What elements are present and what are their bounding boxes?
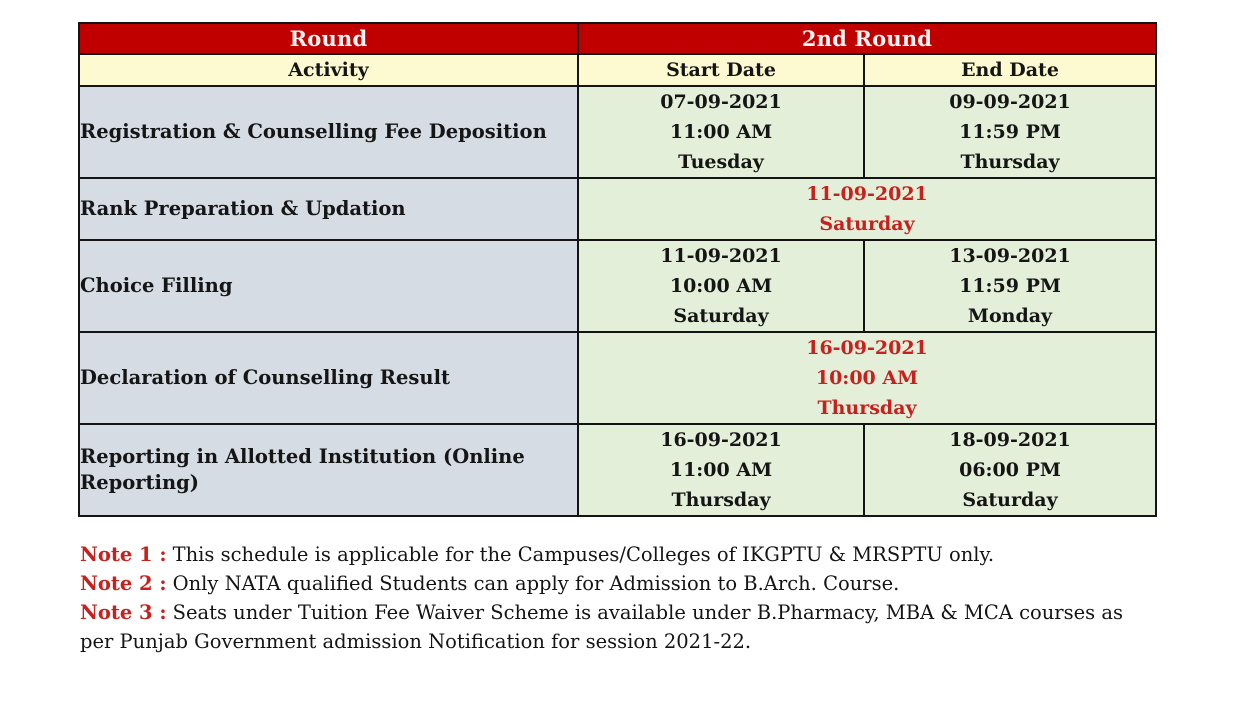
activity-cell: Registration & Counselling Fee Deposition: [79, 86, 578, 178]
time-line: 11:00 AM: [669, 121, 773, 143]
note-3-label: Note 3 :: [80, 601, 167, 624]
activity-cell: Reporting in Allotted Institution (Online Reporting): [79, 424, 578, 516]
day-line: Monday: [967, 305, 1053, 327]
time-line: 11:00 AM: [669, 459, 773, 481]
column-header-start-date: Start Date: [578, 54, 864, 86]
time-line: 10:00 AM: [669, 275, 773, 297]
day-line: Thursday: [960, 151, 1060, 173]
day-line: Tuesday: [678, 151, 764, 173]
date-line: 09-09-2021: [949, 91, 1071, 113]
merged-date-cell: [578, 332, 1156, 424]
start-date-cell: [578, 86, 864, 178]
date-line: 16-09-2021: [806, 337, 928, 359]
merged-date-cell: [578, 178, 1156, 240]
date-line: 11-09-2021: [806, 183, 928, 205]
activity-cell: Choice Filling: [79, 240, 578, 332]
date-line: 07-09-2021: [660, 91, 782, 113]
day-line: Saturday: [673, 305, 769, 327]
start-date-cell: [578, 424, 864, 516]
activity-cell: Rank Preparation & Updation: [79, 178, 578, 240]
time-line: 11:59 PM: [959, 275, 1061, 297]
column-header-end-date: End Date: [864, 54, 1156, 86]
table-row-registration: [79, 86, 1156, 178]
table-row-rank-preparation: [79, 178, 1156, 240]
note-2-label: Note 2 :: [80, 572, 167, 595]
start-date-cell: [578, 240, 864, 332]
day-line: Saturday: [962, 489, 1058, 511]
table-row-column-headers: [79, 54, 1156, 86]
note-3-text: Seats under Tuition Fee Waiver Scheme is available under B.Pharmacy, MBA & MCA courses as per Punjab Government admission Notification for session 2021-22.: [80, 601, 1123, 653]
day-line: Saturday: [819, 213, 915, 235]
notes-section: [80, 540, 1142, 656]
note-2: [80, 569, 1142, 598]
day-line: Thursday: [817, 397, 917, 419]
end-date-cell: [864, 424, 1156, 516]
note-1-text: This schedule is applicable for the Campuses/Colleges of IKGPTU & MRSPTU only.: [172, 543, 995, 566]
counselling-schedule-table: [78, 22, 1157, 517]
note-2-text: Only NATA qualified Students can apply for Admission to B.Arch. Course.: [172, 572, 900, 595]
note-1: [80, 540, 1142, 569]
end-date-cell: [864, 86, 1156, 178]
activity-cell: Declaration of Counselling Result: [79, 332, 578, 424]
time-line: 10:00 AM: [815, 367, 919, 389]
date-line: 13-09-2021: [949, 245, 1071, 267]
date-line: 11-09-2021: [660, 245, 782, 267]
table-row-reporting: [79, 424, 1156, 516]
day-line: Thursday: [671, 489, 771, 511]
column-header-activity: Activity: [79, 54, 578, 86]
round-value-cell: 2nd Round: [578, 23, 1156, 54]
table-row-declaration-result: [79, 332, 1156, 424]
table-row-choice-filling: [79, 240, 1156, 332]
time-line: 06:00 PM: [959, 459, 1061, 481]
note-3: [80, 598, 1142, 656]
time-line: 11:59 PM: [959, 121, 1061, 143]
date-line: 16-09-2021: [660, 429, 782, 451]
note-1-label: Note 1 :: [80, 543, 167, 566]
round-header-cell: Round: [79, 23, 578, 54]
end-date-cell: [864, 240, 1156, 332]
table-row-round-header: [79, 23, 1156, 54]
date-line: 18-09-2021: [949, 429, 1071, 451]
